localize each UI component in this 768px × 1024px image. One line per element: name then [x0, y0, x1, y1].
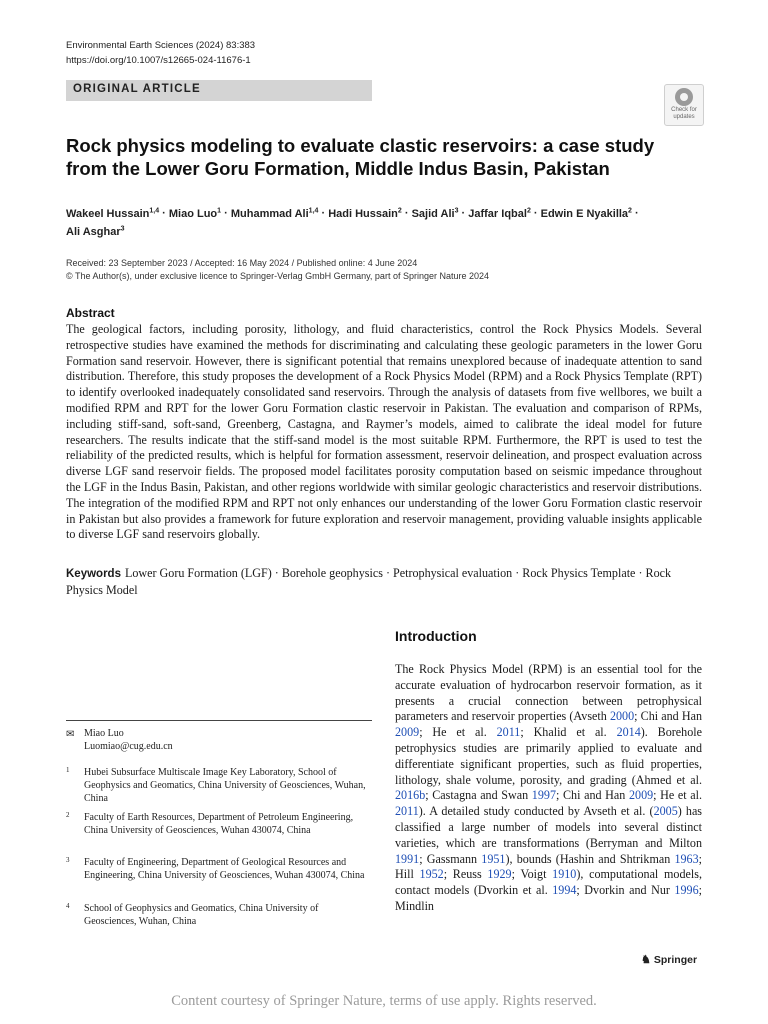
- citation-link[interactable]: 2011: [496, 725, 521, 740]
- intro-text-run: ), computational models, contact models (Dvorkin et al.: [395, 867, 702, 898]
- citation-link[interactable]: 1951: [481, 851, 506, 866]
- citation-link[interactable]: 2016b: [395, 788, 426, 803]
- article-type-label: ORIGINAL ARTICLE: [73, 83, 201, 95]
- intro-text-run: ; Reuss: [443, 867, 488, 882]
- intro-text-run: ; Chi and Han: [634, 709, 702, 724]
- abstract-body: The geological factors, including porosity, lithology, and fluid characteristics, control the Rock Physics Models. Several retrospective studies have examined the methods for discriminating and calculating these geologic parameters in the lower Goru Formation sand reservoir. However, there is significant potential that remains unexplored because of inadequate attention to sand distribution. Therefore, this study proposes the development of a Rock Physics Model (RPM) and a Rock Physics Template (RPT) to identify overlooked inadequately consolidated sand reservoirs. Through the analysis of datasets from five wellbores, we built a modified RPM and RPT for the lower Goru Formation clastic reservoir in Pakistan. The evaluation and comparison of RPMs, including stiff-sand, soft-sand, Greenberg, Castagna, and Raymer’s models, aimed to calibrate the ideal model for future researchers. The results indicate that the stiff-sand model is the most suitable RPM. Furthermore, the RPT is used to test the reliability of the predicted results, which is helpful for formation assessment, reservoir delineation, and prospect evaluation across diverse LGF sand reservoir fields. The proposed model facilitates porosity computation based on seismic impedance throughout the LGF in the Indus Basin, Pakistan, and other regions worldwide with similar geologic characteristics and reservoir distributions. The integration of the modified RPM and RPT not only enhances our understanding of the lower Goru Formation clastic reservoir in Pakistan but also provides a framework for future exploration and reservoir management, providing valuable insights applicable to diverse LGF sand reservoirs globally.: [66, 322, 702, 542]
- citation-link[interactable]: 2014: [616, 725, 641, 740]
- intro-text-run: The Rock Physics Model (RPM) is an essential tool for the accurate evaluation of hydrocarbon reservoir formation, as it presents a crucial connection between petrophysical parameters and reservoir properties (Avseth: [395, 662, 702, 724]
- citation-link[interactable]: 1952: [419, 867, 444, 882]
- citation-link[interactable]: 1991: [395, 851, 420, 866]
- journal-citation: Environmental Earth Sciences (2024) 83:383: [66, 40, 256, 51]
- author[interactable]: Wakeel Hussain$^{1,4}$: [66, 207, 160, 220]
- citation-link[interactable]: 2000: [609, 709, 635, 724]
- badge-label-1: Check for: [671, 107, 697, 113]
- affiliation-text: Hubei Subsurface Multiscale Image Key Laboratory, School of Geophysics and Geomatics, China University of Geosciences, Wuhan, China: [84, 767, 366, 804]
- introduction-heading: Introduction: [395, 628, 477, 644]
- intro-text-run: ; Hill: [395, 851, 703, 882]
- publisher-name: Springer: [653, 954, 698, 966]
- badge-label-2: updates: [673, 114, 695, 120]
- title-line-1: Rock physics modeling to evaluate clastic reservoirs: a case study: [66, 135, 655, 156]
- intro-text-run: ; He et al.: [653, 788, 702, 803]
- citation-link[interactable]: 2009: [395, 725, 420, 740]
- citation-link[interactable]: 2011: [395, 804, 419, 819]
- publication-dates: Received: 23 September 2023 / Accepted: 16 May 2024 / Published online: 4 June 2024: [66, 258, 418, 268]
- check-updates-icon: [675, 88, 693, 106]
- intro-text-run: ; Castagna and Swan: [425, 788, 532, 803]
- paper-title: [66, 134, 686, 180]
- intro-text-run: ; Mindlin: [395, 883, 702, 913]
- springer-horse-icon: ♞: [641, 954, 651, 966]
- author[interactable]: Edwin E Nyakilla$^2$: [540, 207, 632, 220]
- courtesy-footer: Content courtesy of Springer Nature, terms of use apply. Rights reserved.: [171, 993, 597, 1009]
- citation-link[interactable]: 1963: [674, 851, 699, 866]
- introduction-body: [395, 662, 702, 915]
- citation-link[interactable]: 2009: [628, 788, 654, 803]
- affiliation-text: Faculty of Earth Resources, Department of Petroleum Engineering, China University of Geosciences, Wuhan 430074, China: [84, 812, 354, 836]
- keywords-label: Keywords: [66, 568, 121, 580]
- citation-link[interactable]: 1996: [674, 883, 699, 898]
- affiliation-text: School of Geophysics and Geomatics, China University of Geosciences, Wuhan, China: [84, 903, 319, 927]
- author[interactable]: Jaffar Iqbal$^2$: [468, 207, 531, 220]
- affiliation-number: 2: [66, 811, 70, 819]
- intro-text-run: ; Dvorkin and Nur: [576, 883, 675, 898]
- intro-text-run: ; Chi and Han: [555, 788, 629, 803]
- article-type-banner: [66, 80, 372, 101]
- citation-link[interactable]: 2005: [653, 804, 678, 819]
- author[interactable]: Miao Luo$^1$: [168, 207, 222, 220]
- intro-text-run: ) has classified a large number of models into several distinct varieties, which are transformations (Berryman and Milton: [395, 804, 703, 850]
- author[interactable]: Ali Asghar$^3$: [66, 225, 125, 239]
- affiliation-number: 3: [66, 856, 70, 864]
- intro-text-run: ; Gassmann: [419, 851, 482, 866]
- author-list: Wakeel Hussain$^{1,4}$ · Miao Luo$^1$ · Muhammad Ali$^{1,4}$ · Hadi Hussain$^2$ · Sajid Ali$^3$ · Jaffar Iqbal$^2$ · Edwin E Nyakilla$^2$ · Ali Asghar$^3$: [66, 207, 639, 239]
- citation-link[interactable]: 1994: [552, 883, 577, 898]
- abstract-heading: Abstract: [66, 306, 115, 320]
- author[interactable]: Muhammad Ali$^{1,4}$: [230, 207, 319, 220]
- citation-link[interactable]: 1997: [531, 788, 556, 803]
- contact-name: Miao Luo: [84, 728, 124, 739]
- keywords-list: Lower Goru Formation (LGF) · Borehole geophysics · Petrophysical evaluation · Rock Physics Template · Rock Physics Model: [66, 566, 672, 597]
- intro-text-run: ). Borehole petrophysics studies are primarily applied to evaluate and differentiate significant properties, such as fluid properties, lithology, shale volume, porosity, and grading (Ahmed et al.: [395, 725, 702, 787]
- citation-link[interactable]: 1929: [487, 867, 512, 882]
- citation-link[interactable]: 1910: [552, 867, 577, 882]
- author[interactable]: Hadi Hussain$^2$: [328, 207, 402, 220]
- intro-text-run: ; Voigt: [511, 867, 553, 882]
- envelope-icon: ✉: [66, 729, 75, 740]
- copyright-notice: © The Author(s), under exclusive licence to Springer-Verlag GmbH Germany, part of Springer Nature 2024: [66, 271, 489, 281]
- affiliation-number: 4: [66, 902, 70, 910]
- affiliation-text: Faculty of Engineering, Department of Geological Resources and Engineering, China University of Geosciences, Wuhan 430074, China: [84, 857, 365, 881]
- check-for-updates-badge[interactable]: [664, 84, 704, 126]
- keywords-block: [66, 565, 702, 598]
- contact-email[interactable]: Luomiao@cug.edu.cn: [84, 741, 173, 752]
- springer-logo: [641, 953, 697, 966]
- author[interactable]: Sajid Ali$^3$: [411, 207, 459, 220]
- intro-text-run: ; Khalid et al.: [520, 725, 617, 740]
- title-line-2: from the Lower Goru Formation, Middle Indus Basin, Pakistan: [66, 158, 610, 179]
- affiliation-number: 1: [66, 766, 70, 774]
- intro-text-run: ). A detailed study conducted by Avseth et al. (: [418, 804, 654, 819]
- doi-link[interactable]: https://doi.org/10.1007/s12665-024-11676-1: [66, 55, 251, 66]
- intro-text-run: ; He et al.: [419, 725, 497, 740]
- footnote-divider: [66, 720, 372, 721]
- intro-text-run: ), bounds (Hashin and Shtrikman: [505, 851, 675, 866]
